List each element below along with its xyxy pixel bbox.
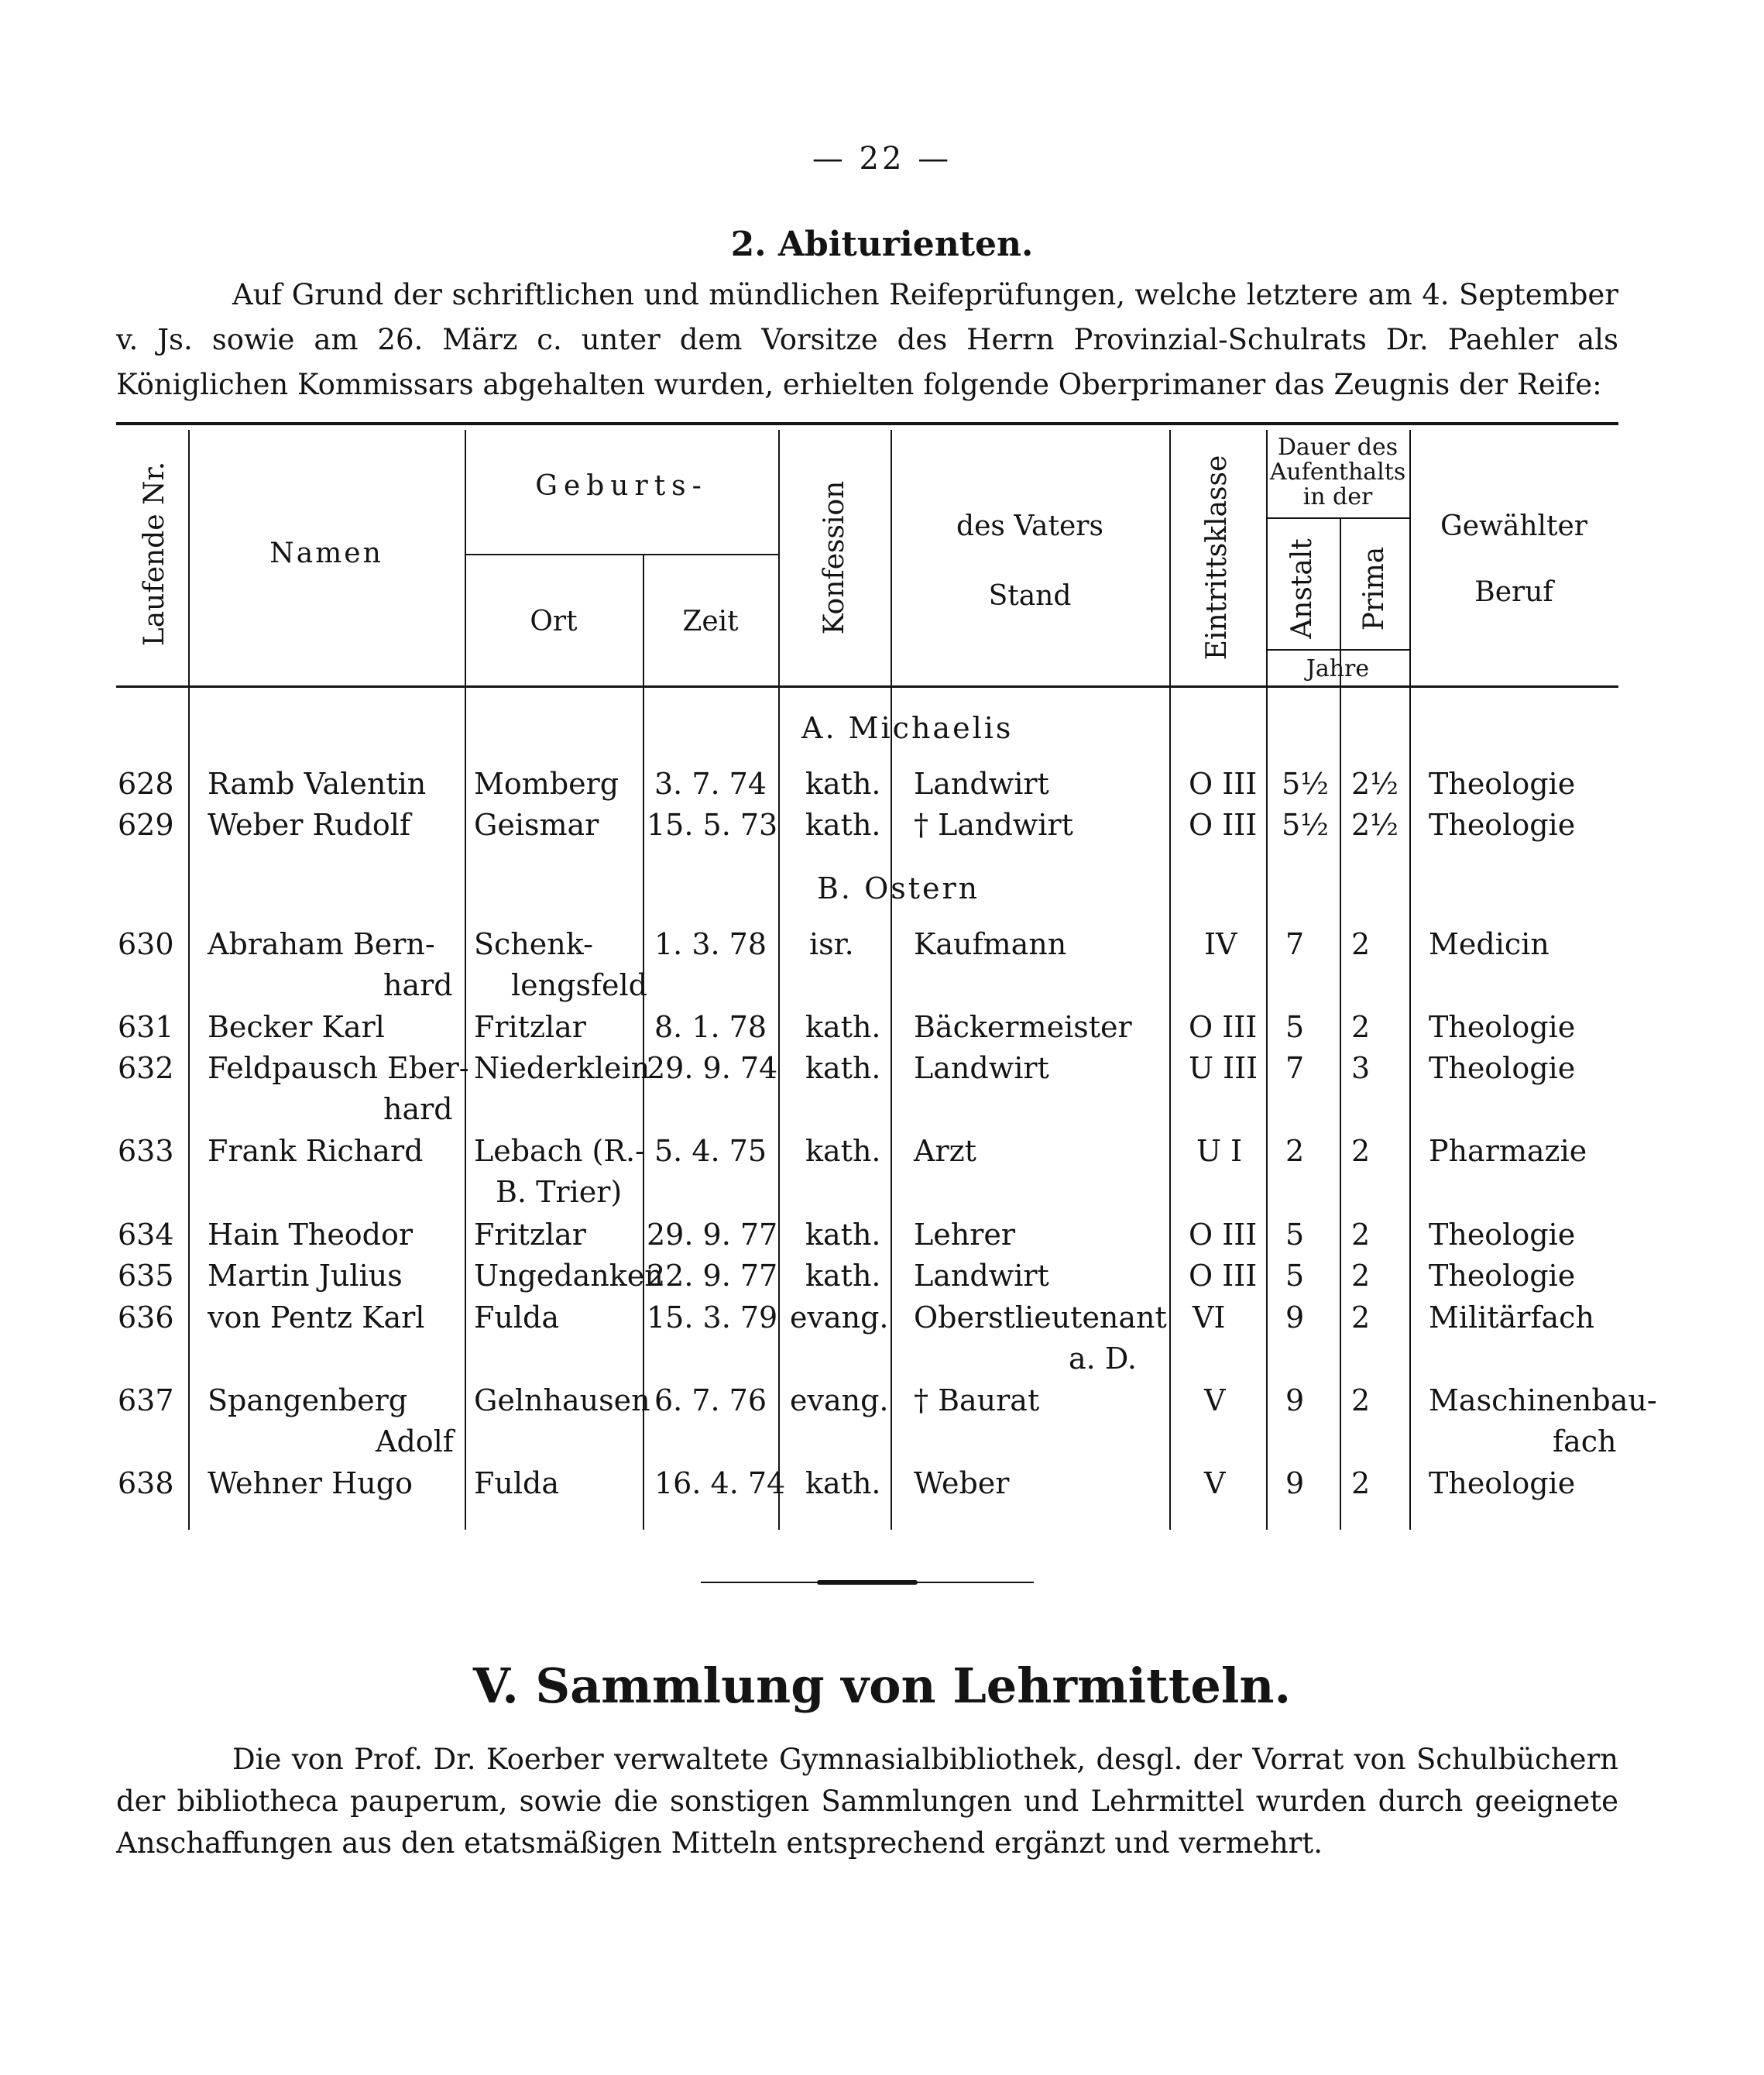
- header-stand: Stand: [988, 580, 1072, 612]
- cell-anstalt: 5½: [1282, 808, 1330, 842]
- cell-nr: 637: [118, 1383, 174, 1417]
- cell-ort: Fulda: [474, 1300, 559, 1335]
- cell-prima: 2: [1351, 1466, 1371, 1500]
- cell-klasse: IV: [1204, 927, 1237, 961]
- header-eintritt: Eintrittsklasse: [1201, 455, 1233, 661]
- cell-zeit: 8. 1. 78: [654, 1010, 767, 1044]
- cell-klasse: O III: [1189, 808, 1258, 842]
- cell-nr: 630: [118, 927, 174, 961]
- header-jahre: Jahre: [1306, 655, 1370, 682]
- cell-nr: 634: [118, 1218, 174, 1252]
- cell-nr: 629: [118, 808, 174, 842]
- cell-prima: 2: [1351, 1218, 1371, 1252]
- page-number: — 22 —: [812, 141, 952, 177]
- cell-stand: Oberstlieutenant: [914, 1300, 1167, 1335]
- header-beruf-1: Gewählter: [1440, 510, 1588, 542]
- cell-beruf: Pharmazie: [1429, 1134, 1587, 1168]
- cell-zeit: 3. 7. 74: [654, 767, 767, 801]
- cell-stand: Weber: [914, 1466, 1010, 1500]
- cell-konf: kath.: [805, 1010, 881, 1044]
- cell-prima: 2: [1351, 1300, 1371, 1335]
- cell-anstalt: 2: [1285, 1134, 1305, 1168]
- cell-ort: Schenk-: [474, 927, 593, 961]
- cell-stand: Landwirt: [914, 1051, 1049, 1085]
- cell-konf: kath.: [805, 1134, 881, 1168]
- cell-name: Wehner Hugo: [208, 1466, 413, 1500]
- cell-stand: Landwirt: [914, 1259, 1049, 1293]
- cell-nr: 635: [118, 1259, 174, 1293]
- cell-prima: 2: [1351, 927, 1371, 961]
- cell-beruf: Theologie: [1429, 1010, 1576, 1044]
- header-vaters: des Vaters: [956, 510, 1103, 542]
- cell-anstalt: 7: [1285, 927, 1305, 961]
- cell-name: Hain Theodor: [208, 1218, 414, 1252]
- cell-zeit: 29. 9. 77: [647, 1218, 778, 1252]
- header-konfession: Konfession: [819, 480, 850, 635]
- cell-klasse: O III: [1189, 1010, 1258, 1044]
- cell-nr: 632: [118, 1051, 174, 1085]
- cell-stand: Landwirt: [914, 767, 1049, 801]
- cell-zeit: 22. 9. 77: [647, 1259, 778, 1293]
- col-line: [1169, 430, 1171, 1530]
- cell-beruf: Theologie: [1429, 1259, 1576, 1293]
- cell-zeit: 16. 4. 74: [654, 1466, 786, 1500]
- cell-beruf: Theologie: [1429, 808, 1576, 842]
- header-zeit: Zeit: [682, 606, 739, 637]
- cell-name: Spangenberg: [208, 1383, 408, 1417]
- cell-konf: kath.: [805, 1051, 881, 1085]
- cell-zeit: 1. 3. 78: [654, 927, 767, 961]
- cell-ort-cont: B. Trier): [496, 1175, 623, 1209]
- cell-klasse: V: [1204, 1466, 1226, 1500]
- cell-stand: † Baurat: [914, 1383, 1040, 1417]
- cell-ort: Fritzlar: [474, 1010, 586, 1044]
- cell-klasse: O III: [1189, 1259, 1258, 1293]
- cell-konf: evang.: [790, 1300, 889, 1335]
- cell-konf: kath.: [805, 1259, 881, 1293]
- cell-konf: kath.: [805, 1466, 881, 1500]
- cell-prima: 2½: [1351, 808, 1399, 842]
- table-header-rule: [116, 685, 1618, 688]
- cell-konf: evang.: [790, 1383, 889, 1417]
- cell-ort: Momberg: [474, 767, 619, 801]
- cell-prima: 2: [1351, 1259, 1371, 1293]
- header-geburts: Geburts-: [535, 470, 708, 502]
- cell-name: von Pentz Karl: [208, 1300, 425, 1335]
- col-line: [1266, 430, 1268, 1530]
- cell-anstalt: 5: [1285, 1259, 1305, 1293]
- cell-klasse: U I: [1196, 1134, 1243, 1168]
- section-heading: 2. Abiturienten.: [730, 225, 1034, 264]
- closing-paragraph: [116, 1739, 1618, 1864]
- dauer-subrule: [1266, 517, 1409, 519]
- section-ostern: B. Ostern: [817, 871, 980, 905]
- header-dauer: Dauer des Aufenthalts in der: [1269, 434, 1406, 510]
- cell-ort: Gelnhausen: [474, 1383, 650, 1417]
- cell-prima: 3: [1351, 1051, 1371, 1085]
- header-name: Namen: [269, 538, 383, 569]
- col-line: [465, 430, 466, 1530]
- cell-zeit: 5. 4. 75: [654, 1134, 767, 1168]
- cell-beruf: Theologie: [1429, 1218, 1576, 1252]
- cell-prima: 2½: [1351, 767, 1399, 801]
- cell-zeit: 29. 9. 74: [647, 1051, 778, 1085]
- header-anstalt: Anstalt: [1286, 538, 1318, 639]
- intro-paragraph: [116, 273, 1618, 407]
- closing-text: Die von Prof. Dr. Koerber verwaltete Gymnasialbibliothek, desgl. der Vorrat von Schulbüchern der bibliotheca pauperum, sowie die sonstigen Sammlungen und Lehrmittel wurden durch geeignete Anschaffungen aus den etatsmäßigen Mitteln entsprechend ergänzt und vermehrt.: [116, 1743, 1618, 1860]
- cell-anstalt: 9: [1285, 1383, 1305, 1417]
- cell-nr: 638: [118, 1466, 174, 1500]
- cell-stand: † Landwirt: [914, 808, 1073, 842]
- cell-stand-cont: a. D.: [1069, 1342, 1138, 1376]
- cell-klasse: O III: [1189, 1218, 1258, 1252]
- cell-anstalt: 5: [1285, 1218, 1305, 1252]
- cell-name: Feldpausch Eber-: [208, 1051, 469, 1085]
- cell-zeit: 6. 7. 76: [654, 1383, 767, 1417]
- cell-name: Frank Richard: [208, 1134, 424, 1168]
- cell-nr: 633: [118, 1134, 174, 1168]
- header-beruf-2: Beruf: [1474, 576, 1553, 608]
- cell-name-cont: hard: [383, 1092, 453, 1126]
- header-nr: Laufende Nr.: [139, 461, 170, 647]
- col-line: [778, 430, 780, 1530]
- cell-anstalt: 9: [1285, 1300, 1305, 1335]
- cell-konf: kath.: [805, 767, 881, 801]
- cell-anstalt: 7: [1285, 1051, 1305, 1085]
- cell-klasse: O III: [1189, 767, 1258, 801]
- cell-konf: kath.: [805, 808, 881, 842]
- col-line: [188, 430, 190, 1530]
- heading-v: V. Sammlung von Lehrmitteln.: [472, 1658, 1292, 1714]
- cell-ort: Ungedanken: [474, 1259, 664, 1293]
- cell-anstalt: 9: [1285, 1466, 1305, 1500]
- cell-beruf: Theologie: [1429, 1051, 1576, 1085]
- cell-stand: Lehrer: [914, 1218, 1016, 1252]
- geburts-subrule: [465, 554, 778, 555]
- cell-name-cont: hard: [383, 968, 453, 1002]
- cell-konf: isr.: [809, 927, 854, 961]
- cell-ort: Fulda: [474, 1466, 559, 1500]
- cell-prima: 2: [1351, 1134, 1371, 1168]
- cell-ort: Lebach (R.-: [474, 1134, 645, 1168]
- cell-name: Becker Karl: [208, 1010, 385, 1044]
- cell-name: Weber Rudolf: [208, 808, 411, 842]
- cell-name: Ramb Valentin: [208, 767, 427, 801]
- cell-ort-cont: lengsfeld: [511, 968, 647, 1002]
- cell-prima: 2: [1351, 1010, 1371, 1044]
- cell-beruf: Theologie: [1429, 1466, 1576, 1500]
- cell-zeit: 15. 5. 73: [647, 808, 778, 842]
- cell-klasse: U III: [1189, 1051, 1258, 1085]
- cell-nr: 631: [118, 1010, 174, 1044]
- cell-klasse: V: [1204, 1383, 1226, 1417]
- cell-name: Abraham Bern-: [208, 927, 435, 961]
- header-ort: Ort: [530, 606, 578, 637]
- cell-name: Martin Julius: [208, 1259, 403, 1293]
- cell-nr: 636: [118, 1300, 174, 1335]
- cell-anstalt: 5½: [1282, 767, 1330, 801]
- cell-beruf: Maschinenbau-: [1429, 1383, 1657, 1417]
- section-michaelis: A. Michaelis: [801, 711, 1014, 745]
- cell-ort: Geismar: [474, 808, 599, 842]
- header-prima: Prima: [1358, 546, 1390, 631]
- cell-prima: 2: [1351, 1383, 1371, 1417]
- cell-beruf-cont: fach: [1553, 1424, 1617, 1458]
- cell-anstalt: 5: [1285, 1010, 1305, 1044]
- cell-stand: Bäckermeister: [914, 1010, 1132, 1044]
- cell-zeit: 15. 3. 79: [647, 1300, 778, 1335]
- cell-beruf: Medicin: [1429, 927, 1550, 961]
- cell-ort: Niederklein: [474, 1051, 650, 1085]
- cell-stand: Kaufmann: [914, 927, 1067, 961]
- cell-name-cont: Adolf: [376, 1424, 454, 1458]
- cell-beruf: Theologie: [1429, 767, 1576, 801]
- cell-beruf: Militärfach: [1429, 1300, 1594, 1335]
- cell-klasse: VI: [1193, 1300, 1226, 1335]
- ornamental-divider: [701, 1580, 1034, 1585]
- cell-ort: Fritzlar: [474, 1218, 586, 1252]
- cell-stand: Arzt: [914, 1134, 976, 1168]
- table-top-rule: [116, 422, 1618, 425]
- cell-nr: 628: [118, 767, 174, 801]
- cell-konf: kath.: [805, 1218, 881, 1252]
- intro-text: Auf Grund der schriftlichen und mündlichen Reifeprüfungen, welche letztere am 4. September v. Js. sowie am 26. März c. unter dem Vorsitze des Herrn Provinzial-Schulrats Dr. Paehler als Königlichen Kommissars abgehalten wurden, erhielten folgende Oberprimaner das Zeugnis der Reife:: [116, 278, 1618, 401]
